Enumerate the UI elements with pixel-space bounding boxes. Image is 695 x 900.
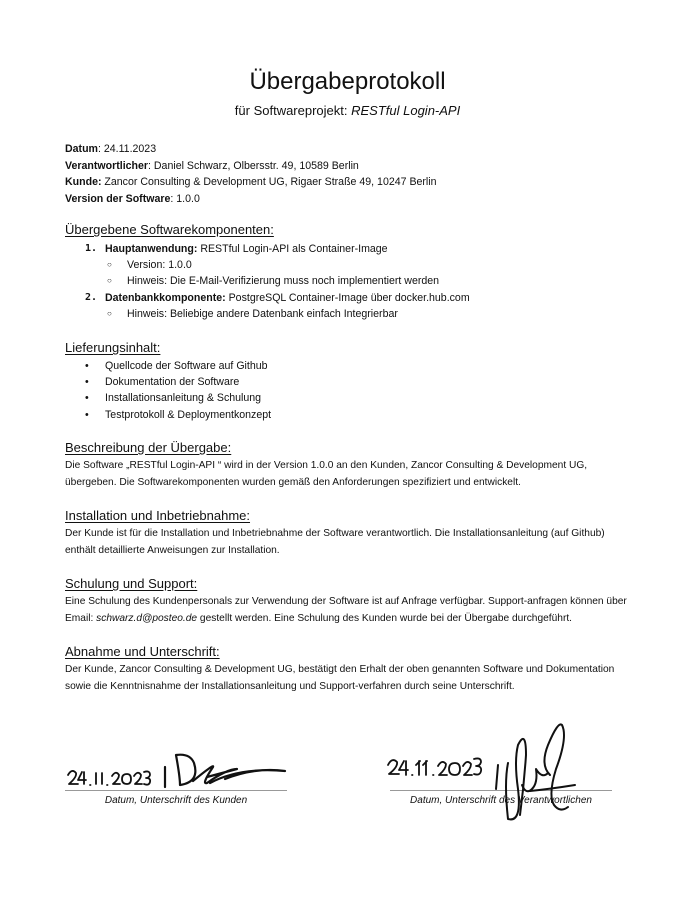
verantwortlicher-signature [380, 705, 600, 835]
meta-version [65, 191, 437, 208]
heading-komponenten: Übergebene Softwarekomponenten: [65, 222, 274, 237]
list-item [65, 390, 271, 406]
meta-datum-label: Datum [65, 143, 98, 155]
kunde-signature [60, 745, 300, 795]
meta-verantwortlicher-label: Verantwortlicher [65, 159, 149, 172]
komponente-subitem [65, 273, 470, 289]
schulung-text [65, 594, 635, 627]
meta-datum [65, 141, 437, 158]
heading-abnahme: Abnahme und Unterschrift: [65, 644, 220, 659]
subitem-text: Hinweis: Die E-Mail-Verifizierung muss noch implementiert werden [127, 275, 440, 288]
list-item [65, 374, 271, 390]
meta-datum-value: : 24.11.2023 [97, 143, 157, 155]
support-email: schwarz.d@posteo.de [96, 612, 198, 624]
page-title: Übergabeprotokoll [249, 68, 446, 95]
list-item-text: Installationsanleitung & Schulung [105, 392, 262, 405]
komponente-item-2 [65, 290, 470, 306]
subitem-text: Version: 1.0.0 [127, 259, 192, 272]
list-item-text: Dokumentation der Software [105, 376, 240, 389]
meta-kunde-value: Zancor Consulting & Development UG, Rigaer Straße 49, 10247 Berlin [101, 176, 437, 188]
lieferung-list [65, 358, 271, 423]
meta-kunde [65, 174, 437, 191]
bullet-icon: • [85, 360, 89, 372]
komponente-label: Hauptanwendung: [105, 243, 198, 255]
meta-version-label: Version der Software [65, 192, 171, 205]
komponente-number: 1. [85, 243, 98, 254]
komponente-label: Datenbankkomponente: [105, 291, 226, 304]
heading-lieferung: Lieferungsinhalt: [65, 340, 161, 355]
circle-bullet-icon: ○ [107, 260, 112, 270]
bullet-icon: • [85, 392, 89, 405]
circle-bullet-icon: ○ [107, 308, 112, 318]
subtitle-prefix: für Softwareprojekt: [234, 103, 352, 118]
komponente-text: RESTful Login-API als Container-Image [197, 243, 388, 255]
komponente-number: 2. [85, 291, 98, 303]
komponente-subitem [65, 306, 470, 322]
schulung-text-before: Eine Schulung des Kundenpersonals zur Verwendung der Software ist auf Anfrage verfügbar. Support-anfragen können über Email: [65, 596, 627, 624]
beschreibung-text: Die Software „RESTful Login-API “ wird in der Version 1.0.0 an den Kunden, Zancor Consulting & Development UG, übergeben. Die Softwarekomponenten wurden gemäß den Anforderungen spezifiziert und entwickelt. [65, 460, 588, 488]
komponenten-list [65, 241, 470, 322]
subitem-text: Hinweis: Beliebige andere Datenbank einfach Integrierbar [127, 307, 398, 320]
komponente-item-1 [65, 241, 470, 257]
meta-verantwortlicher-value: : Daniel Schwarz, Olbersstr. 49, 10589 Berlin [148, 159, 359, 172]
heading-installation: Installation und Inbetriebnahme: [65, 508, 251, 523]
list-item-text: Quellcode der Software auf Github [105, 360, 268, 372]
list-item-text: Testprotokoll & Deploymentkonzept [105, 408, 272, 421]
verantwortlicher-signature-caption: Datum, Unterschrift des Verantwortlichen [410, 795, 592, 806]
bullet-icon: • [85, 408, 89, 421]
komponente-text: PostgreSQL Container-Image über docker.hub.com [225, 291, 470, 304]
kunde-signature-line [65, 790, 287, 791]
page-subtitle [0, 103, 695, 118]
meta-verantwortlicher [65, 158, 437, 175]
abnahme-text: Der Kunde, Zancor Consulting & Development UG, bestätigt den Erhalt der oben genannten Software und Dokumentation sowie die Kenntnisnahme der Installationsanleitung und Support-verfahren durch seine Unterschrift. [65, 664, 615, 692]
circle-bullet-icon: ○ [107, 276, 112, 286]
meta-version-value: : 1.0.0 [170, 192, 200, 205]
heading-beschreibung: Beschreibung der Übergabe: [65, 440, 232, 455]
project-name: RESTful Login-API [351, 103, 461, 118]
kunde-signature-caption: Datum, Unterschrift des Kunden [104, 795, 248, 806]
schulung-text-after: gestellt werden. Eine Schulung des Kunden wurde bei der Übergabe durchgeführt. [197, 612, 573, 624]
bullet-icon: • [85, 376, 89, 389]
meta-block [65, 141, 437, 207]
heading-schulung: Schulung und Support: [65, 576, 198, 591]
list-item [65, 358, 271, 374]
list-item [65, 407, 271, 423]
komponente-subitem [65, 257, 470, 273]
installation-text: Der Kunde ist für die Installation und Inbetriebnahme der Software verantwortlich. Die Installationsanleitung (auf Github) enthält detaillierte Anweisungen zur Installation. [65, 528, 605, 556]
meta-kunde-label: Kunde: [65, 176, 102, 188]
